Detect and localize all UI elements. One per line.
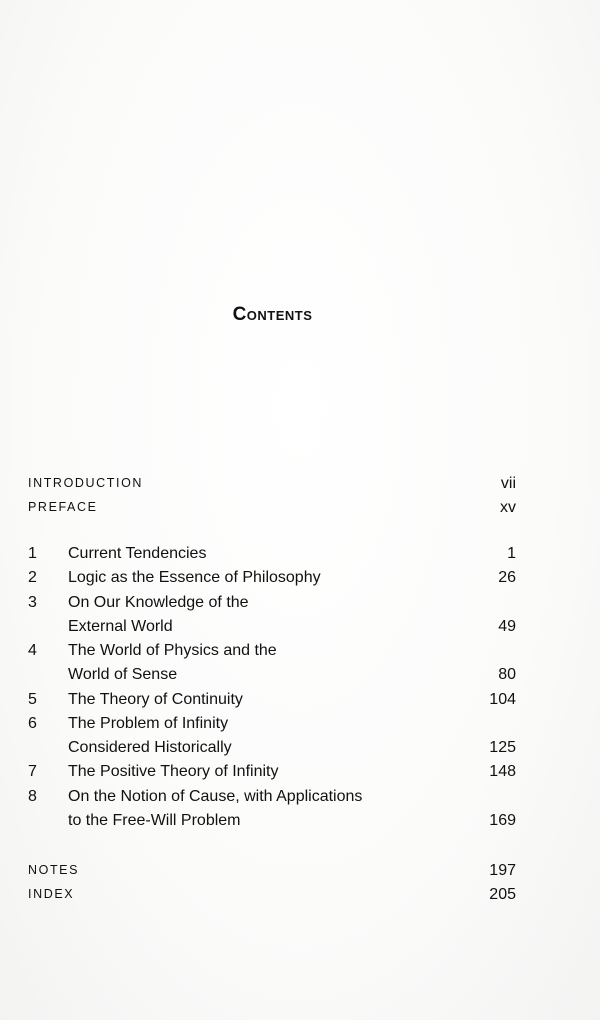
- entry-label: NOTES: [28, 863, 80, 877]
- chapter-page-number: 148: [489, 763, 516, 780]
- chapter-title: Current Tendencies: [68, 545, 207, 562]
- toc-chapter-4[interactable]: [28, 639, 516, 663]
- chapter-number: 4: [28, 642, 37, 659]
- entry-page-number: 197: [489, 862, 516, 879]
- entry-page-number: vii: [500, 475, 516, 492]
- chapter-title: The Positive Theory of Infinity: [68, 763, 279, 780]
- toc-chapter-8[interactable]: [28, 785, 516, 809]
- chapter-title: On Our Knowledge of the: [68, 594, 249, 611]
- toc-chapter-6-cont[interactable]: [28, 736, 516, 760]
- chapter-number: 1: [28, 545, 37, 562]
- chapter-number: 7: [28, 763, 37, 780]
- toc-chapter-7[interactable]: [28, 760, 516, 784]
- entry-page-number: 205: [489, 886, 516, 903]
- entry-label: PREFACE: [28, 500, 98, 514]
- chapter-page-number: 1: [507, 545, 516, 562]
- chapter-title-continued: Considered Historically: [68, 739, 232, 756]
- chapter-number: 3: [28, 594, 37, 611]
- chapter-number: 6: [28, 715, 37, 732]
- chapter-page-number: 49: [498, 618, 516, 635]
- toc-chapter-5[interactable]: [28, 688, 516, 712]
- chapter-number: 8: [28, 788, 37, 805]
- chapter-page-number: 125: [489, 739, 516, 756]
- chapter-page-number: 104: [489, 691, 516, 708]
- toc-chapter-6[interactable]: [28, 712, 516, 736]
- chapter-number: 2: [28, 569, 37, 586]
- entry-page-number: xv: [500, 499, 516, 516]
- chapter-number: 5: [28, 691, 37, 708]
- toc-chapter-3-cont[interactable]: [28, 615, 516, 639]
- toc-chapter-1[interactable]: [28, 542, 516, 566]
- toc-chapter-3[interactable]: [28, 591, 516, 615]
- chapter-page-number: 26: [498, 569, 516, 586]
- contents-heading: Contents: [232, 304, 313, 325]
- chapter-title-continued: External World: [68, 618, 173, 635]
- chapter-title: The World of Physics and the: [68, 642, 277, 659]
- toc-entry-introduction[interactable]: [28, 472, 516, 496]
- toc-entry-notes[interactable]: [28, 859, 516, 883]
- chapter-title: The Theory of Continuity: [68, 691, 243, 708]
- chapter-title: On the Notion of Cause, with Applications: [68, 788, 363, 805]
- toc-chapter-4-cont[interactable]: [28, 663, 516, 687]
- chapter-page-number: 80: [498, 666, 516, 683]
- toc-chapter-2[interactable]: [28, 566, 516, 590]
- toc-chapter-8-cont[interactable]: [28, 809, 516, 833]
- chapter-title: Logic as the Essence of Philosophy: [68, 569, 321, 586]
- entry-label: INDEX: [28, 887, 75, 901]
- toc-entry-preface[interactable]: [28, 496, 516, 520]
- entry-label: INTRODUCTION: [28, 476, 144, 490]
- chapter-title-continued: to the Free-Will Problem: [68, 812, 241, 829]
- chapter-page-number: 169: [489, 812, 516, 829]
- toc-entry-index[interactable]: [28, 883, 516, 907]
- chapter-title: The Problem of Infinity: [68, 715, 229, 732]
- chapter-title-continued: World of Sense: [68, 666, 178, 683]
